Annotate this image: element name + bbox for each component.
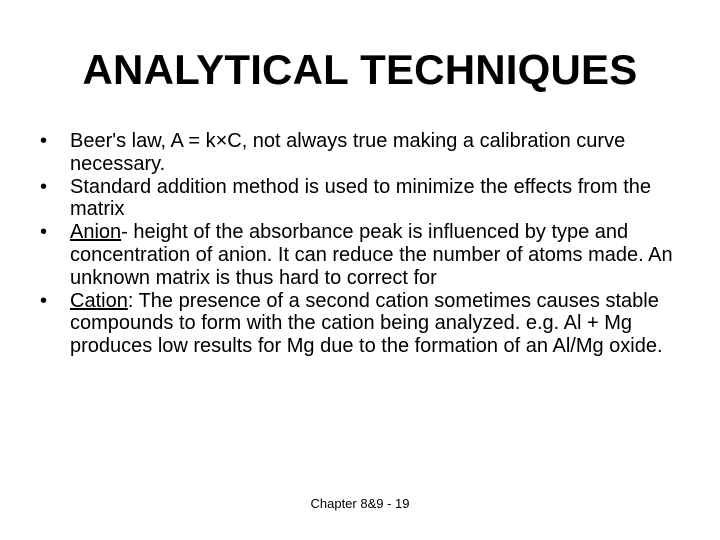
slide-title: ANALYTICAL TECHNIQUES	[82, 46, 638, 93]
bullet-dot: •	[40, 130, 48, 152]
slide-footer: Chapter 8&9 - 19	[310, 496, 410, 511]
bullet-item	[40, 130, 690, 176]
bullet-dot: •	[40, 221, 48, 244]
bullet-dot: •	[40, 175, 48, 198]
bullet-text: : The presence of a second cation sometimes causes stable compounds to form with the cation being analyzed. e.g. Al + Mg produces low results for Mg due to the formation of an Al/Mg oxide.	[70, 289, 663, 358]
bullet-item	[40, 176, 690, 222]
bullet-text: - height of the absorbance peak is influenced by type and concentration of anion. It can reduce the number of atoms made. An unknown matrix is thus hard to correct for	[70, 221, 673, 289]
bullet-item	[40, 290, 690, 358]
bullet-item	[40, 221, 690, 289]
bullet-dot: •	[40, 289, 48, 312]
bullet-lead-term: Cation	[70, 289, 128, 312]
bullet-lead-term: Anion	[70, 221, 122, 244]
bullet-list	[40, 130, 690, 358]
bullet-text: Beer's law, A = k×C, not always true making a calibration curve necessary.	[70, 130, 626, 175]
bullet-text: Standard addition method is used to minimize the effects from the matrix	[70, 175, 652, 221]
